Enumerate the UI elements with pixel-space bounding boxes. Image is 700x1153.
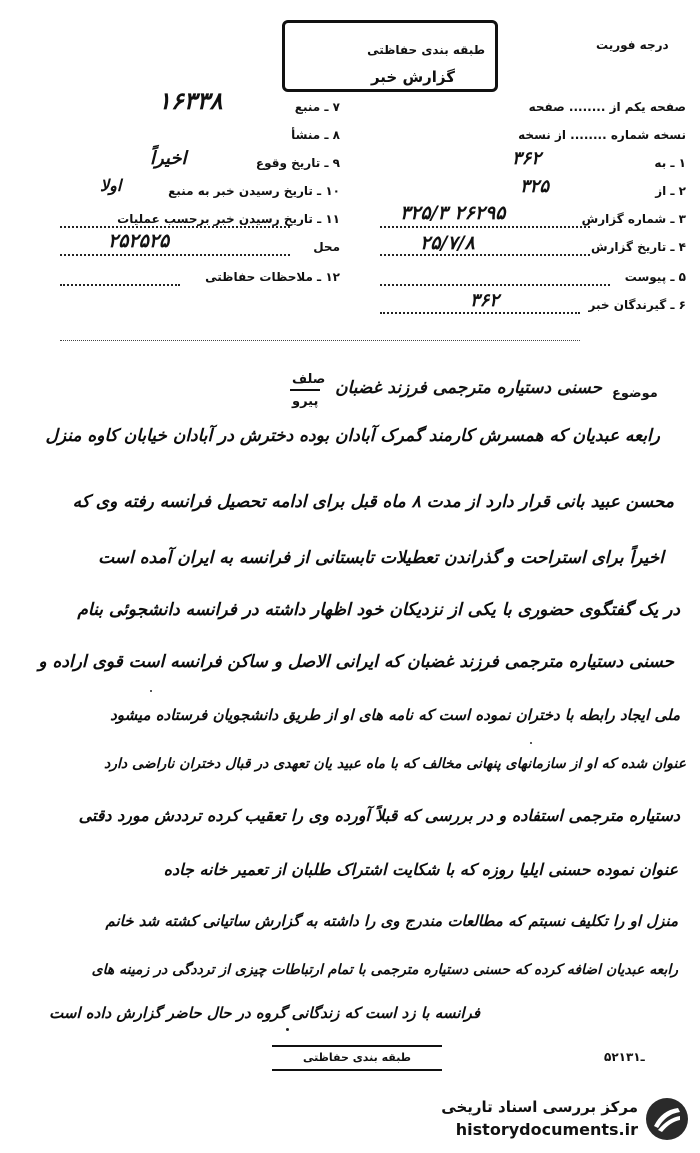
dotted-rule — [380, 254, 590, 256]
field-attachment-label: ۵ ـ پیوست — [624, 270, 686, 284]
dotted-rule — [380, 312, 580, 314]
field-origin-label: ۸ ـ منشأ — [291, 128, 340, 142]
dotted-rule — [380, 226, 590, 228]
field-recipients-label: ۶ ـ گیرندگان خبر — [588, 298, 686, 312]
body-line: رابعه عبدیان که همسرش کارمند گمرک آبادان بوده دخترش در آبادان خیابان کاوه منزل — [45, 426, 660, 446]
field-to-label: ۱ ـ به — [654, 156, 686, 170]
body-line: محسن عبید بانی قرار دارد از مدت ۸ ماه قبل برای ادامه تحصیل فرانسه رفته وی که — [72, 492, 674, 512]
field-copy-number: نسخه شماره ........ از نسخه — [518, 128, 686, 142]
subject-side-top: صلف — [292, 372, 326, 387]
body-line: حسنی دستیاره مترجمی فرزند غضبان که ایرانی الاصل و ساکن فرانسه است قوی اراده و — [38, 652, 674, 672]
scan-speck — [150, 690, 152, 692]
field-page-of: صفحه یکم از ........ صفحه — [528, 100, 686, 114]
body-line: منزل او را تکلیف نسبتم که مطالعات مندرج وی را داشته به گزارش ساتیانی کشته شد خانم — [105, 912, 678, 930]
field-operation-received-label: ۱۱ ـ تاریخ رسیدن خبر برحسب عملیات — [117, 212, 340, 226]
archive-name: مرکز بررسی اسناد تاریخی — [441, 1098, 638, 1116]
stamp-report-title: گزارش خبر — [370, 68, 455, 86]
classification-stamp — [282, 20, 498, 92]
field-security-notes-label: ۱۲ ـ ملاحظات حفاظتی — [205, 270, 340, 284]
priority-label: درجه فوریت — [596, 38, 669, 52]
body-line: عنوان نموده حسنی ایلیا روزه که با شکایت اشتراک طلبان از تعمیر خانه جاده — [163, 860, 678, 879]
book-icon — [644, 1096, 690, 1142]
stamp-classification-text: طبقه بندی حفاظتی — [367, 43, 485, 57]
field-source-received-value: اولا — [100, 176, 122, 195]
body-line: در یک گفتگوی حضوری با یکی از نزدیکان خود اظهار داشته در فرانسه دانشجوئی بنام — [77, 600, 680, 620]
page-code: ۵۲ـ۱۳۱ — [604, 1050, 645, 1064]
field-report-number-label: ۳ ـ شماره گزارش — [581, 212, 686, 226]
field-from-label: ۲ ـ از — [655, 184, 686, 198]
field-location-value: ۲۵۲۵۲۵ — [108, 230, 170, 252]
field-occurrence-date-label: ۹ ـ تاریخ وقوع — [255, 156, 340, 170]
dotted-rule — [60, 226, 290, 228]
dotted-rule — [60, 284, 180, 286]
field-source-label: ۷ ـ منبع — [294, 100, 340, 114]
document-number: ۱۶۳۳۸ — [158, 86, 223, 115]
field-from-value: ۳۲۵ — [520, 176, 550, 197]
body-line: ملی ایجاد رابطه با دختران نموده است که نامه های او از طریق دانشجویان فرستاده میشود — [110, 706, 680, 724]
dotted-rule — [60, 254, 290, 256]
field-to-value: ۳۶۲ — [512, 148, 542, 169]
body-line: رابعه عبدیان اضافه کرده که حسنی دستیاره مترجمی با تمام ارتباطات چیزی از ترددگی در زمینه های — [91, 962, 678, 978]
body-line: دستیاره مترجمی استفاده و در بررسی که قبلاً آورده وی را تعقیب کرده ترددش مورد دقتی — [78, 806, 680, 825]
field-recipients-value: ۳۶۲ — [470, 290, 500, 311]
subject-divider — [290, 389, 320, 391]
scan-speck — [530, 742, 532, 744]
field-source-received-label: ۱۰ ـ تاریخ رسیدن خبر به منبع — [168, 184, 340, 198]
bottom-classification-stamp: طبقه بندی حفاظتی — [272, 1045, 442, 1071]
scan-speck — [286, 1028, 289, 1031]
field-occurrence-date-value: اخیراً — [150, 148, 187, 169]
archive-logo — [418, 1090, 698, 1150]
body-line: فرانسه با زد است که زندگانی گروه در حال حاضر گزارش داده است — [49, 1004, 480, 1022]
body-line: عنوان شده که او از سازمانهای پنهانی مخالف که با ماه عبید یان تعهدی در قبال دختران ناراضی دارد — [104, 756, 686, 772]
dotted-rule — [380, 284, 610, 286]
archive-url: historydocuments.ir — [455, 1120, 638, 1139]
field-report-date-value: ۲۵/۷/۸ — [420, 232, 475, 254]
subject-value: حسنی دستیاره مترجمی فرزند غضبان — [335, 378, 602, 398]
subject-label: موضوع — [612, 386, 658, 401]
field-location-label: محل — [313, 240, 340, 254]
subject-side-bottom: پیرو — [292, 394, 319, 409]
field-report-number-value: ۳۲۵/۳ ۲۶۲۹۵ — [400, 202, 506, 224]
field-report-date-label: ۴ ـ تاریخ گزارش — [590, 240, 686, 254]
body-line: اخیراً برای استراحت و گذراندن تعطیلات تابستانی از فرانسه به ایران آمده است — [98, 548, 664, 568]
dotted-rule — [60, 340, 580, 341]
